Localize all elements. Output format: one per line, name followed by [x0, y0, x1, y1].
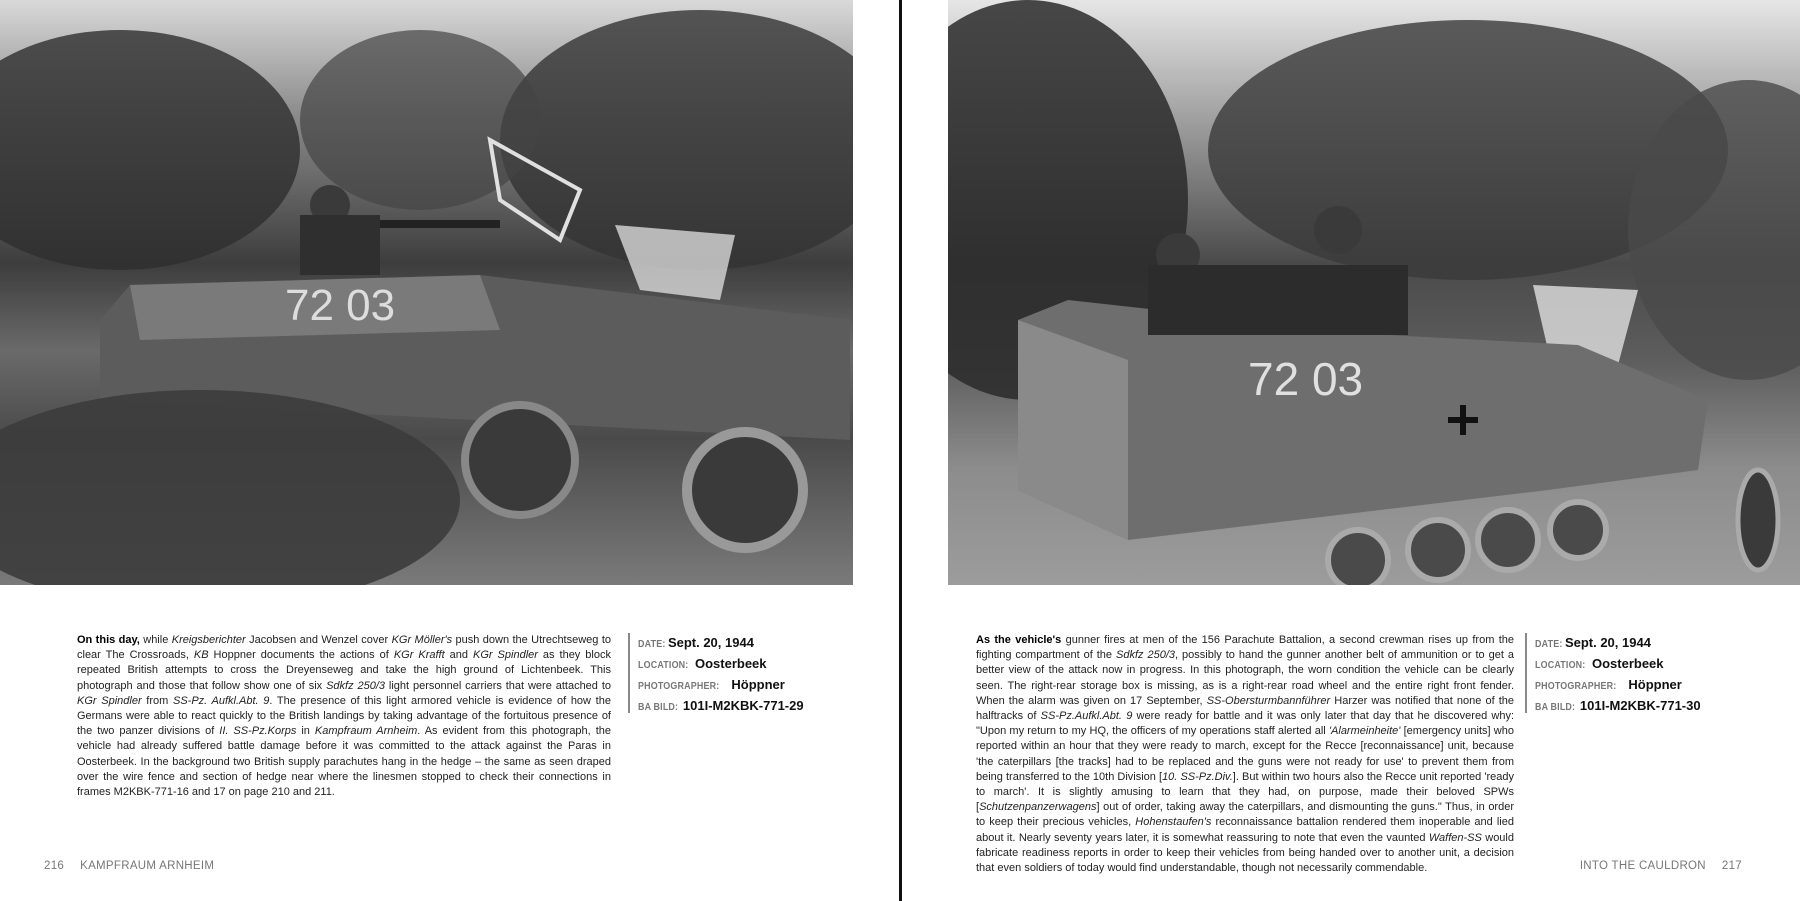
caption-text: while — [139, 634, 172, 646]
metadata-value: Sept. 20, 1944 — [1564, 635, 1651, 650]
caption-text: would fabricate readiness reports in order to keep their vehicles from being handed over to another unit, a decision that even soldiers of today would find understandable, though not necessarily commendable. — [976, 831, 1514, 875]
caption-text: [emergency units] who reported within an hour that they were ready to march, except for the Recce [reconnaissance] unit, because 'the caterpillars [the tracks] had to be replaced and the guns were not ready for use' to prevent them from being transferred to the 10th Division [ — [976, 725, 1514, 783]
photo-metadata-right — [1525, 633, 1701, 713]
caption-text: Jacobsen and Wenzel cover — [245, 634, 392, 646]
running-head: INTO THE CAULDRON — [1579, 860, 1706, 872]
photo-caption-right — [976, 633, 1514, 876]
caption-text: as they block repeated British attempts to cross the Dreyenseweg and take the high ground of Lichtenbeek. This photograph and those that follow show one of six — [77, 649, 611, 692]
caption-text: . The presence of this light armored vehicle is evidence of how the Germans were able to react quickly to the British landings by taking advantage of the fortuitous presence of the two panzer divisions of — [77, 694, 611, 738]
metadata-value: Höppner — [1628, 677, 1682, 692]
caption-italic-term: 10. SS-Pz.Div. — [1162, 770, 1233, 783]
caption-italic-term: KGr Krafft — [393, 649, 445, 662]
caption-text: Harzer was notified that none of the halftracks of — [976, 694, 1514, 723]
vehicle-marking: 72 03 — [1248, 353, 1364, 405]
metadata-row — [1535, 654, 1701, 675]
caption-text: , possibly to hand the gunner another belt of ammunition or to get a better view of the attack now in progress. In this photograph, the worn condition the vehicle can be clearly seen. The right-rear storage box is missing, as is a right-rear road wheel and the entire right front fender. When the alarm was given on 17 September, — [976, 649, 1515, 707]
caption-text: ]. But within two hours also the Recce unit reported 'ready to march'. It is slightly amusing to learn that they had, on purpose, made their beloved SPWs [ — [976, 770, 1514, 814]
caption-italic-term: SS-Pz.Aufkl.Abt. 9 — [1040, 710, 1133, 723]
caption-text: Hoppner documents the actions of — [208, 649, 394, 662]
caption-italic-term: Hohenstaufen's — [1135, 816, 1212, 829]
metadata-label: LOCATION: — [1535, 659, 1586, 671]
footer-left — [44, 860, 214, 872]
halftrack-illustration — [948, 0, 1800, 585]
metadata-label: BA BILD: — [1535, 701, 1576, 713]
caption-lead-in: As the vehicle's — [976, 634, 1062, 646]
caption-italic-term: KGr Spindler — [473, 649, 538, 662]
caption-italic-term: Kreigsberichter — [171, 634, 246, 646]
vehicle-marking: 72 03 — [285, 281, 396, 330]
caption-italic-term: Sdkfz 250/3 — [1116, 649, 1176, 662]
caption-italic-term: KB — [193, 649, 209, 662]
metadata-value: Sept. 20, 1944 — [667, 635, 754, 650]
caption-italic-term: SS-Pz. Aufkl.Abt. 9 — [172, 694, 270, 707]
metadata-label: DATE: — [1535, 638, 1563, 650]
caption-lead-in: On this day, — [77, 634, 140, 646]
caption-text: and — [444, 649, 474, 662]
metadata-label: DATE: — [638, 638, 666, 650]
photo-halftrack-rear-view — [948, 0, 1800, 585]
metadata-value: Oosterbeek — [694, 656, 767, 671]
caption-text: from — [141, 694, 173, 707]
metadata-label: PHOTOGRAPHER: — [638, 680, 720, 692]
photo-metadata-left — [628, 633, 804, 713]
metadata-value: Höppner — [731, 677, 785, 692]
metadata-value: 101I-M2KBK-771-30 — [1579, 698, 1701, 713]
metadata-row — [1535, 696, 1701, 717]
caption-italic-term: KGr Spindler — [77, 694, 142, 707]
footer-right — [1580, 860, 1742, 872]
caption-italic-term: KGr Möller's — [391, 634, 453, 646]
caption-italic-term: 'Alarmeinheite' — [1328, 725, 1401, 738]
caption-text: reconnaissance battalion rendered them inoperable and lied about it. Nearly seventy years later, it is somewhat reassuring to note that even the vaunted — [976, 816, 1514, 844]
page-gutter — [899, 0, 902, 901]
metadata-row — [638, 633, 804, 654]
page-number: 217 — [1721, 860, 1742, 872]
caption-text: gunner fires at men of the 156 Parachute Battalion, a second crewman rises up from the fighting compartment of the — [976, 634, 1514, 662]
photo-halftrack-side-view — [0, 0, 853, 585]
caption-italic-term: Schutzenpanzerwagens — [979, 801, 1097, 814]
caption-text: were ready for battle and it was only later that day that he discovered why: "Upon my return to my HQ, the officers of my operations staff alerted all — [976, 710, 1515, 738]
caption-text: in — [296, 725, 315, 738]
halftrack-illustration — [0, 0, 853, 585]
metadata-value: 101I-M2KBK-771-29 — [682, 698, 804, 713]
caption-text: ] out of order, taking away the caterpillars, and dismounting the guns." Thus, in order to keep their precious vehicles, — [976, 801, 1514, 829]
metadata-row — [1535, 675, 1701, 696]
metadata-label: PHOTOGRAPHER: — [1535, 680, 1617, 692]
metadata-row — [638, 675, 804, 696]
caption-italic-term: SS-Obersturmbannführer — [1206, 694, 1331, 707]
caption-text: light personnel carriers that were attached to — [385, 679, 611, 692]
caption-italic-term: Kampfraum Arnheim — [314, 725, 418, 738]
metadata-row — [1535, 633, 1701, 654]
page-number: 216 — [44, 860, 65, 872]
metadata-value: Oosterbeek — [1591, 656, 1664, 671]
caption-italic-term: II. SS-Pz.Korps — [219, 725, 297, 738]
metadata-row — [638, 696, 804, 717]
caption-italic-term: Sdkfz 250/3 — [326, 679, 386, 692]
photo-caption-left — [77, 633, 611, 800]
caption-italic-term: Waffen-SS — [1428, 831, 1482, 844]
metadata-row — [638, 654, 804, 675]
metadata-label: LOCATION: — [638, 659, 689, 671]
running-head: KAMPFRAUM ARNHEIM — [80, 860, 215, 872]
metadata-label: BA BILD: — [638, 701, 679, 713]
caption-text: push down the Utrechtseweg to clear The Crossroads, — [77, 634, 611, 662]
caption-text: . As evident from this photograph, the vehicle had already suffered battle damage before it was committed to the attack against the Paras in Oosterbeek. In the background two British supply parachutes hang in the hedge – the same as seen draped over the wire fence and section of hedge near where the linesmen stopped to check their connections in frames M2KBK-771-16 and 17 on page 210 and 211. — [77, 725, 611, 799]
